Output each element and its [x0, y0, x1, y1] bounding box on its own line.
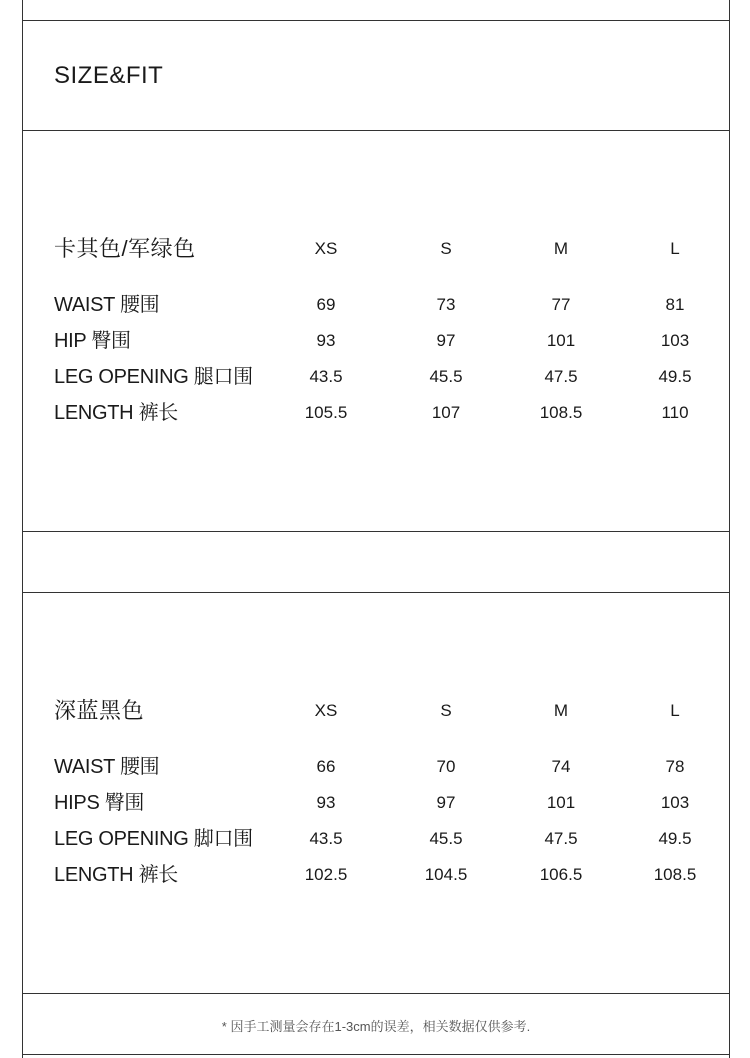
- color-title: 卡其色/军绿色: [54, 236, 196, 261]
- measure-value: 49.5: [658, 829, 692, 848]
- size-header: M: [553, 701, 569, 720]
- measure-value: 74: [551, 757, 571, 776]
- measure-label: HIPS 臀围: [54, 792, 145, 814]
- color-title: 深蓝黑色: [54, 698, 145, 723]
- table-row: [54, 329, 734, 353]
- measure-value: 78: [665, 757, 685, 776]
- measure-value: 110: [661, 403, 689, 422]
- measure-value: 93: [316, 793, 336, 812]
- measure-value: 45.5: [429, 829, 463, 848]
- divider-top: [22, 20, 730, 21]
- measure-value: 107: [431, 403, 461, 422]
- measure-value: 43.5: [309, 829, 343, 848]
- measure-value: 97: [436, 331, 456, 350]
- section-heading: SIZE&FIT: [54, 62, 164, 89]
- measure-label: HIP 臀围: [54, 330, 131, 352]
- measure-value: 101: [546, 331, 576, 350]
- measure-value: 104.5: [424, 865, 468, 884]
- measure-label: LEG OPENING 脚口围: [54, 828, 253, 850]
- table-row: [54, 755, 734, 779]
- measure-value: 93: [316, 331, 336, 350]
- measure-value: 108.5: [653, 865, 697, 884]
- table-row: [54, 365, 734, 389]
- measure-value: 70: [436, 757, 456, 776]
- size-header: L: [670, 701, 680, 720]
- measure-value: 69: [316, 295, 336, 314]
- divider-heading: [22, 130, 730, 131]
- measure-value: 102.5: [304, 865, 348, 884]
- table-row: [54, 791, 734, 815]
- measure-value: 103: [660, 793, 690, 812]
- measure-label: WAIST 腰围: [54, 756, 160, 778]
- table-row: [54, 401, 734, 425]
- table-row: [54, 293, 734, 317]
- measure-value: 97: [436, 793, 456, 812]
- measurement-disclaimer: * 因手工测量会存在1-3cm的误差，相关数据仅供参考.: [221, 1019, 531, 1034]
- measure-value: 105.5: [304, 403, 348, 422]
- measure-value: 103: [660, 331, 690, 350]
- size-header: XS: [314, 239, 338, 258]
- table-header-row: [54, 699, 734, 723]
- divider-footnote: [22, 993, 730, 994]
- size-header: S: [440, 239, 452, 258]
- frame-right-border: [729, 0, 730, 1058]
- table-header-row: [54, 237, 734, 261]
- measure-value: 66: [316, 757, 336, 776]
- divider-table1-bottom: [22, 531, 730, 532]
- measure-value: 106.5: [539, 865, 583, 884]
- frame-left-border: [22, 0, 23, 1058]
- table-row: [54, 863, 734, 887]
- measure-label: LENGTH 裤长: [54, 402, 178, 424]
- measure-value: 49.5: [658, 367, 692, 386]
- measure-label: LEG OPENING 腿口围: [54, 366, 253, 388]
- divider-bottom: [22, 1054, 730, 1055]
- measure-value: 47.5: [544, 829, 578, 848]
- measure-label: WAIST 腰围: [54, 294, 160, 316]
- measure-value: 81: [665, 295, 685, 314]
- size-header: XS: [314, 701, 338, 720]
- size-header: M: [553, 239, 569, 258]
- divider-table2-top: [22, 592, 730, 593]
- measure-value: 108.5: [539, 403, 583, 422]
- measure-value: 45.5: [429, 367, 463, 386]
- size-header: S: [440, 701, 452, 720]
- size-header: L: [670, 239, 680, 258]
- measure-value: 77: [551, 295, 571, 314]
- measure-label: LENGTH 裤长: [54, 864, 178, 886]
- table-row: [54, 827, 734, 851]
- measure-value: 73: [436, 295, 456, 314]
- measure-value: 43.5: [309, 367, 343, 386]
- measure-value: 101: [546, 793, 576, 812]
- measure-value: 47.5: [544, 367, 578, 386]
